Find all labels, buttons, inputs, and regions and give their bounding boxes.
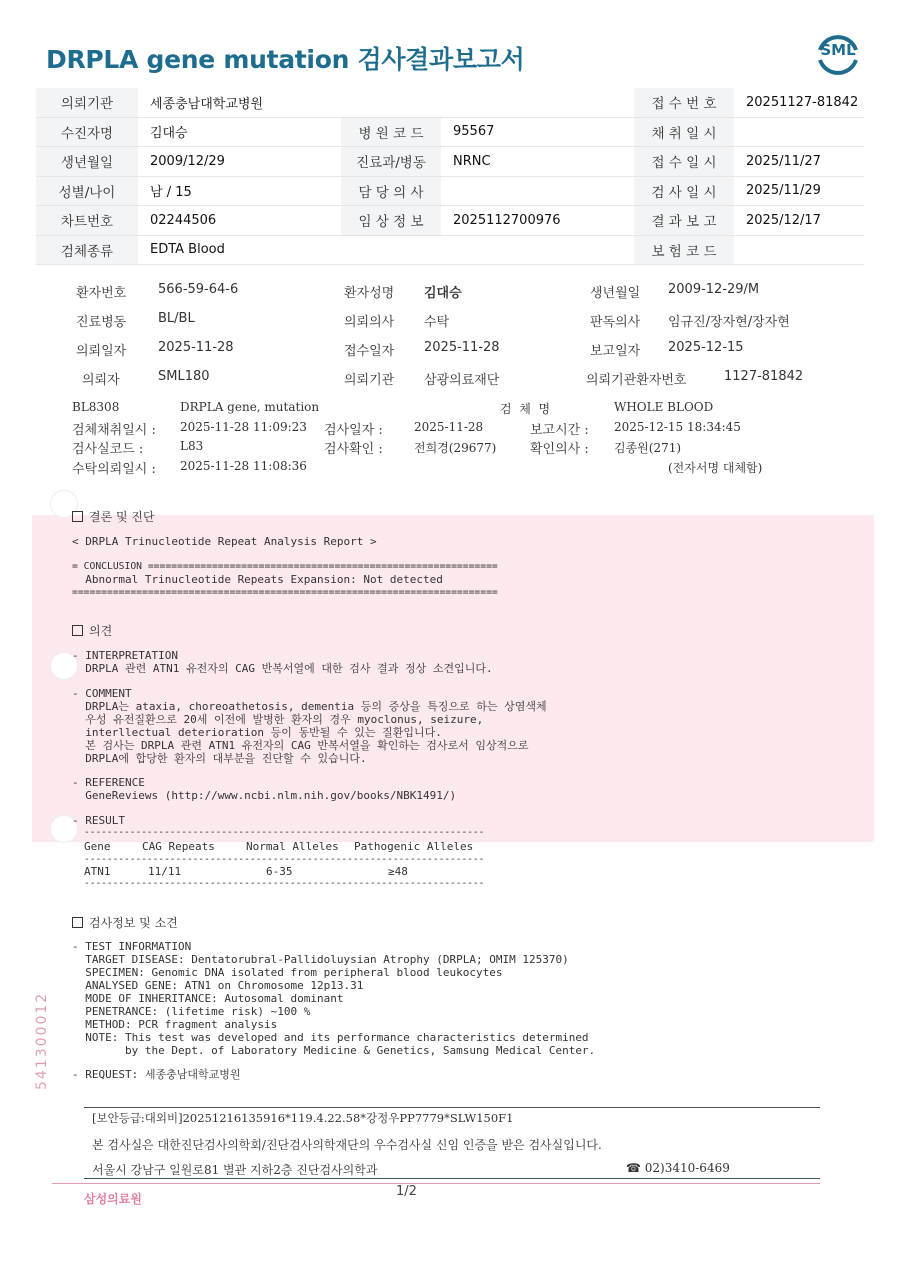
- footer-pink-rule: [52, 1183, 820, 1184]
- section-heading: 결론 및 진단: [89, 510, 155, 524]
- conclusion-rule: =========================================================================: [72, 587, 498, 598]
- patient-value: 임규진/장자현/장자현: [668, 315, 790, 330]
- reporttime-value: 2025-12-15 18:34:45: [614, 420, 741, 434]
- result-rule: ----------------------------------------------------------------------: [84, 878, 485, 889]
- result-label: - RESULT: [72, 814, 125, 827]
- header-row: [36, 88, 864, 117]
- comment-line: DRPLA에 합당한 환자의 대부분을 진단할 수 있습니다.: [72, 752, 367, 765]
- patient-value: 1127-81842: [724, 369, 804, 384]
- comment-label: - COMMENT: [72, 687, 132, 700]
- header-row: [36, 176, 864, 206]
- patient-value: 수탁: [424, 315, 450, 330]
- patient-value: 2025-12-15: [668, 340, 744, 355]
- patient-field: [76, 282, 126, 301]
- header-label: 수진자명: [36, 117, 138, 147]
- section-conclusion: [72, 508, 155, 525]
- header-value: EDTA Blood: [138, 235, 626, 265]
- report-subtitle: < DRPLA Trinucleotide Repeat Analysis Report >: [72, 535, 377, 548]
- result-rule: ----------------------------------------------------------------------: [84, 854, 485, 865]
- comment-line: 본 검사는 DRPLA 관련 ATN1 유전자의 CAG 반복서열을 확인하는 검사로서 임상적으로: [72, 739, 529, 752]
- header-label: 차트번호: [36, 206, 138, 236]
- header-value: 02244506: [138, 206, 341, 236]
- collect-value: 2025-11-28 11:09:23: [180, 420, 307, 434]
- field-label: 의뢰기관: [344, 373, 395, 388]
- header-label: 병 원 코 드: [341, 117, 441, 147]
- field-label: 진료병동: [76, 315, 127, 330]
- header-label: 접 수 일 시: [634, 147, 734, 177]
- sml-logo: [812, 28, 864, 80]
- logo-text: SML: [820, 41, 856, 59]
- conclusion-label: = CONCLUSION ============================================================: [72, 561, 498, 572]
- testinfo-line: - TEST INFORMATION: [72, 940, 192, 953]
- result-cag: 11/11: [148, 865, 182, 878]
- checkbox-icon: [72, 511, 83, 522]
- testinfo-line: TARGET DISEASE: Dentatorubral-Pallidoluysian Atrophy (DRPLA; OMIM 125370): [72, 953, 569, 966]
- result-col-cag: CAG Repeats: [142, 840, 215, 853]
- reporttime-label: 보고시간 :: [530, 423, 589, 438]
- hospital-brand: 삼성의료원: [84, 1192, 142, 1206]
- conclusion-text: Abnormal Trinucleotide Repeats Expansion: Not detected: [72, 573, 443, 586]
- field-label: 환자성명: [344, 286, 395, 301]
- field-label: 의뢰자: [82, 373, 120, 388]
- certification-text: 본 검사실은 대한진단검사의학회/진단검사의학재단의 우수검사실 신임 인증을 받은 검사실입니다.: [92, 1138, 602, 1152]
- header-label: 결 과 보 고: [634, 206, 734, 236]
- header-label: 담 당 의 사: [341, 176, 441, 206]
- header-value: 95567: [441, 117, 626, 147]
- field-label: 의뢰기관환자번호: [586, 373, 687, 388]
- testinfo-line: PENETRANCE: (lifetime risk) ~100 %: [72, 1005, 311, 1018]
- patient-value: 2025-11-28: [158, 340, 234, 355]
- testinfo-line: ANALYSED GENE: ATN1 on Chromosome 12p13.31: [72, 979, 364, 992]
- testinfo-line: MODE OF INHERITANCE: Autosomal dominant: [72, 992, 344, 1005]
- testinfo-line: by the Dept. of Laboratory Medicine & Genetics, Samsung Medical Center.: [72, 1044, 596, 1057]
- header-label: 검체종류: [36, 235, 138, 265]
- header-row: [36, 147, 864, 177]
- comment-line: DRPLA는 ataxia, choreoathetosis, dementia 등의 증상을 특징으로 하는 상염색체: [72, 700, 547, 713]
- field-label: 환자번호: [76, 286, 127, 301]
- header-value: 2025/11/27: [734, 147, 864, 177]
- header-value: [441, 176, 626, 206]
- result-col-normal: Normal Alleles: [246, 840, 339, 853]
- confirm-value: 전희경(29677): [414, 441, 497, 455]
- field-label: 접수일자: [344, 344, 395, 359]
- header-value: 남 / 15: [138, 176, 341, 206]
- interp-label: - INTERPRETATION: [72, 649, 178, 662]
- result-normal: 6-35: [266, 865, 293, 878]
- header-value: 2025/12/17: [734, 206, 864, 236]
- section-heading: 검사정보 및 소견: [89, 916, 178, 930]
- header-label: 보 험 코 드: [634, 235, 734, 265]
- specimen-value: WHOLE BLOOD: [614, 400, 714, 414]
- field-label: 의뢰의사: [344, 315, 395, 330]
- address-text: 서울시 강남구 일원로81 별관 지하2층 진단검사의학과: [92, 1163, 378, 1177]
- labcode-label: 검사실코드 :: [72, 442, 144, 457]
- doctor-label: 확인의사 :: [530, 442, 589, 457]
- testdate-label: 검사일자 :: [324, 423, 383, 438]
- page-number: 1/2: [396, 1184, 417, 1199]
- field-label: 보고일자: [590, 344, 641, 359]
- result-gene: ATN1: [84, 865, 111, 878]
- header-value: NRNC: [441, 147, 626, 177]
- result-col-gene: Gene: [84, 840, 111, 853]
- section-testinfo: [72, 914, 178, 931]
- section-opinion: [72, 622, 112, 639]
- patient-value: 삼광의료재단: [424, 373, 500, 388]
- testinfo-line: SPECIMEN: Genomic DNA isolated from peripheral blood leukocytes: [72, 966, 503, 979]
- field-label: 생년월일: [590, 286, 641, 301]
- doctor-value: 김종원(271): [614, 441, 682, 455]
- header-value: 김대승: [138, 117, 341, 147]
- header-value: 2025112700976: [441, 206, 626, 236]
- header-label: 의뢰기관: [36, 88, 138, 117]
- testinfo-line: NOTE: This test was developed and its performance characteristics determined: [72, 1031, 589, 1044]
- patient-value: 2025-11-28: [424, 340, 500, 355]
- specimen-label: 검 체 명: [500, 402, 551, 416]
- interp-text: DRPLA 관련 ATN1 유전자의 CAG 반복서열에 대한 검사 결과 정상 소견입니다.: [72, 662, 493, 675]
- request-time-label: 수탁의뢰일시 :: [72, 462, 156, 477]
- header-value: 2009/12/29: [138, 147, 341, 177]
- field-label: 의뢰일자: [76, 344, 127, 359]
- footer-divider: [84, 1178, 820, 1179]
- header-value: 20251127-81842: [734, 88, 864, 117]
- test-code: BL8308: [72, 400, 120, 414]
- header-label: 임 상 정 보: [341, 206, 441, 236]
- header-label: 접 수 번 호: [634, 88, 734, 117]
- footer-divider: [84, 1107, 820, 1108]
- comment-line: 우성 유전질환으로 20세 이전에 발병한 환자의 경우 myoclonus, seizure,: [72, 713, 484, 726]
- request-line: - REQUEST: 세종충남대학교병원: [72, 1068, 241, 1081]
- header-label: 생년월일: [36, 147, 138, 177]
- patient-value: BL/BL: [158, 311, 195, 326]
- result-pathogenic: ≥48: [388, 865, 408, 878]
- header-value: [734, 117, 864, 147]
- report-title: DRPLA gene mutation 검사결과보고서: [46, 45, 525, 74]
- result-rule: ----------------------------------------------------------------------: [84, 827, 485, 838]
- esign-note: (전자서명 대체함): [668, 461, 763, 475]
- patient-value: 2009-12-29/M: [668, 282, 760, 297]
- test-name: DRPLA gene, mutation: [180, 400, 320, 414]
- result-col-pathogenic: Pathogenic Alleles: [354, 840, 474, 853]
- request-time-value: 2025-11-28 11:08:36: [180, 459, 307, 473]
- header-row: [36, 235, 864, 265]
- checkbox-icon: [72, 625, 83, 636]
- phone-text: ☎ 02)3410-6469: [626, 1161, 730, 1175]
- header-row: [36, 206, 864, 236]
- side-serial-number: 541300012: [34, 991, 50, 1090]
- section-heading: 의견: [89, 624, 113, 638]
- testinfo-line: METHOD: PCR fragment analysis: [72, 1018, 278, 1031]
- reference-label: - REFERENCE: [72, 776, 145, 789]
- header-row: [36, 117, 864, 147]
- collect-label: 검체채취일시 :: [72, 423, 156, 438]
- header-label: 진료과/병동: [341, 147, 441, 177]
- labcode-value: L83: [180, 439, 204, 453]
- header-value: [734, 235, 864, 265]
- patient-value: SML180: [158, 369, 210, 384]
- field-label: 판독의사: [590, 315, 641, 330]
- header-label: 검 사 일 시: [634, 176, 734, 206]
- reference-text: GeneReviews (http://www.ncbi.nlm.nih.gov/books/NBK1491/): [72, 789, 457, 802]
- header-value: 세종충남대학교병원: [138, 88, 626, 117]
- patient-value: 566-59-64-6: [158, 282, 239, 297]
- confirm-label: 검사확인 :: [324, 442, 383, 457]
- header-info-table: [36, 88, 864, 265]
- security-line: [보안등급:대외비]20251216135916*119.4.22.58*강정우PP7779*SLW150F1: [92, 1111, 514, 1125]
- testdate-value: 2025-11-28: [414, 420, 484, 434]
- header-label: 채 취 일 시: [634, 117, 734, 147]
- patient-value: 김대승: [424, 286, 462, 301]
- checkbox-icon: [72, 917, 83, 928]
- header-value: 2025/11/29: [734, 176, 864, 206]
- header-label: 성별/나이: [36, 176, 138, 206]
- comment-line: interllectual deterioration 등이 동반될 수 있는 질환입니다.: [72, 726, 442, 739]
